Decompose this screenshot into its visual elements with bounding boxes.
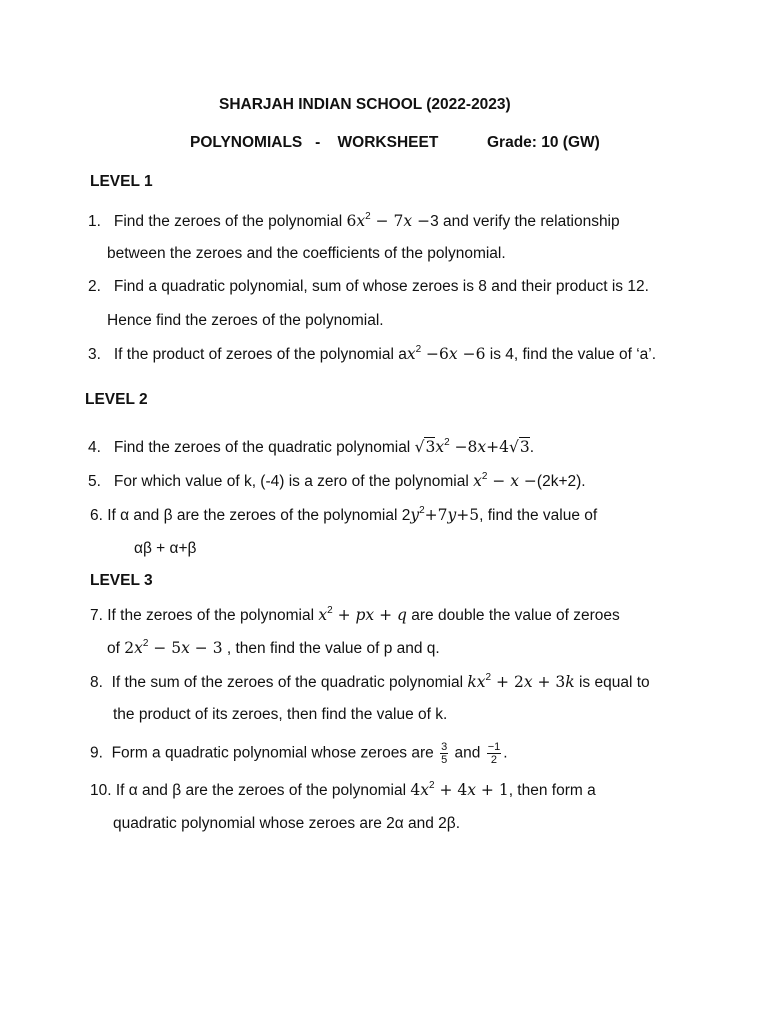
question-10: 10. If α and β are the zeroes of the polynomial $4x^2 + 4x + 1$, then form a xyxy=(90,780,596,799)
level-2-heading: LEVEL 2 xyxy=(85,391,148,408)
question-8: 8. If the sum of the zeroes of the quadratic polynomial $kx^2 + 2x + 3k$ is equal to xyxy=(90,672,650,691)
question-1-line-2: between the zeroes and the coefficients of the polynomial. xyxy=(107,245,506,262)
question-1: 1. Find the zeroes of the polynomial $6x^2 - 7x -3$ and verify the relationship xyxy=(88,211,620,230)
question-8-line-2: the product of its zeroes, then find the value of k. xyxy=(113,706,448,723)
level-3-heading: LEVEL 3 xyxy=(90,572,153,589)
question-10-line-2: quadratic polynomial whose zeroes are 2α and 2β. xyxy=(113,815,461,832)
fraction-minus-one-half: $\frac{-1}{2}$ xyxy=(487,741,501,766)
question-6: 6. If α and β are the zeroes of the polynomial $2y^2+7y+5$, find the value of xyxy=(90,505,598,524)
fraction-three-fifths: $\frac{3}{5}$ xyxy=(441,741,448,766)
question-7: 7. If the zeroes of the polynomial $x^2$ + px + q are double the value of zeroes xyxy=(90,605,620,624)
school-title: SHARJAH INDIAN SCHOOL (2022-2023) xyxy=(219,96,511,113)
question-5: 5. For which value of k, (-4) is a zero of the polynomial $x^2 - x -(2k+2)$. xyxy=(88,471,586,490)
worksheet-title: POLYNOMIALS - WORKSHEET xyxy=(190,134,439,151)
question-2: 2. Find a quadratic polynomial, sum of whose zeroes is 8 and their product is 12. xyxy=(88,278,649,295)
question-2-line-2: Hence find the zeroes of the polynomial. xyxy=(107,312,384,329)
question-7-line-2: of $2x^2 - 5x - 3$ , then find the value of p and q. xyxy=(107,638,440,657)
question-6-line-2: αβ + α+β xyxy=(134,540,197,557)
question-4: 4. Find the zeroes of the quadratic polynomial $√3x^2 -8x+4√3$. xyxy=(88,437,535,456)
level-1-heading: LEVEL 1 xyxy=(90,173,153,190)
question-number: 1. xyxy=(88,213,101,230)
grade-label: Grade: 10 (GW) xyxy=(487,134,600,151)
question-9: 9. Form a quadratic polynomial whose zeroes are $\frac{3}{5}$ and $\frac{-1}{2}$ . xyxy=(90,741,508,766)
question-3: 3. If the product of zeroes of the polynomial $ax^2 -6x -6$ is 4, find the value of ‘a’. xyxy=(88,344,657,363)
